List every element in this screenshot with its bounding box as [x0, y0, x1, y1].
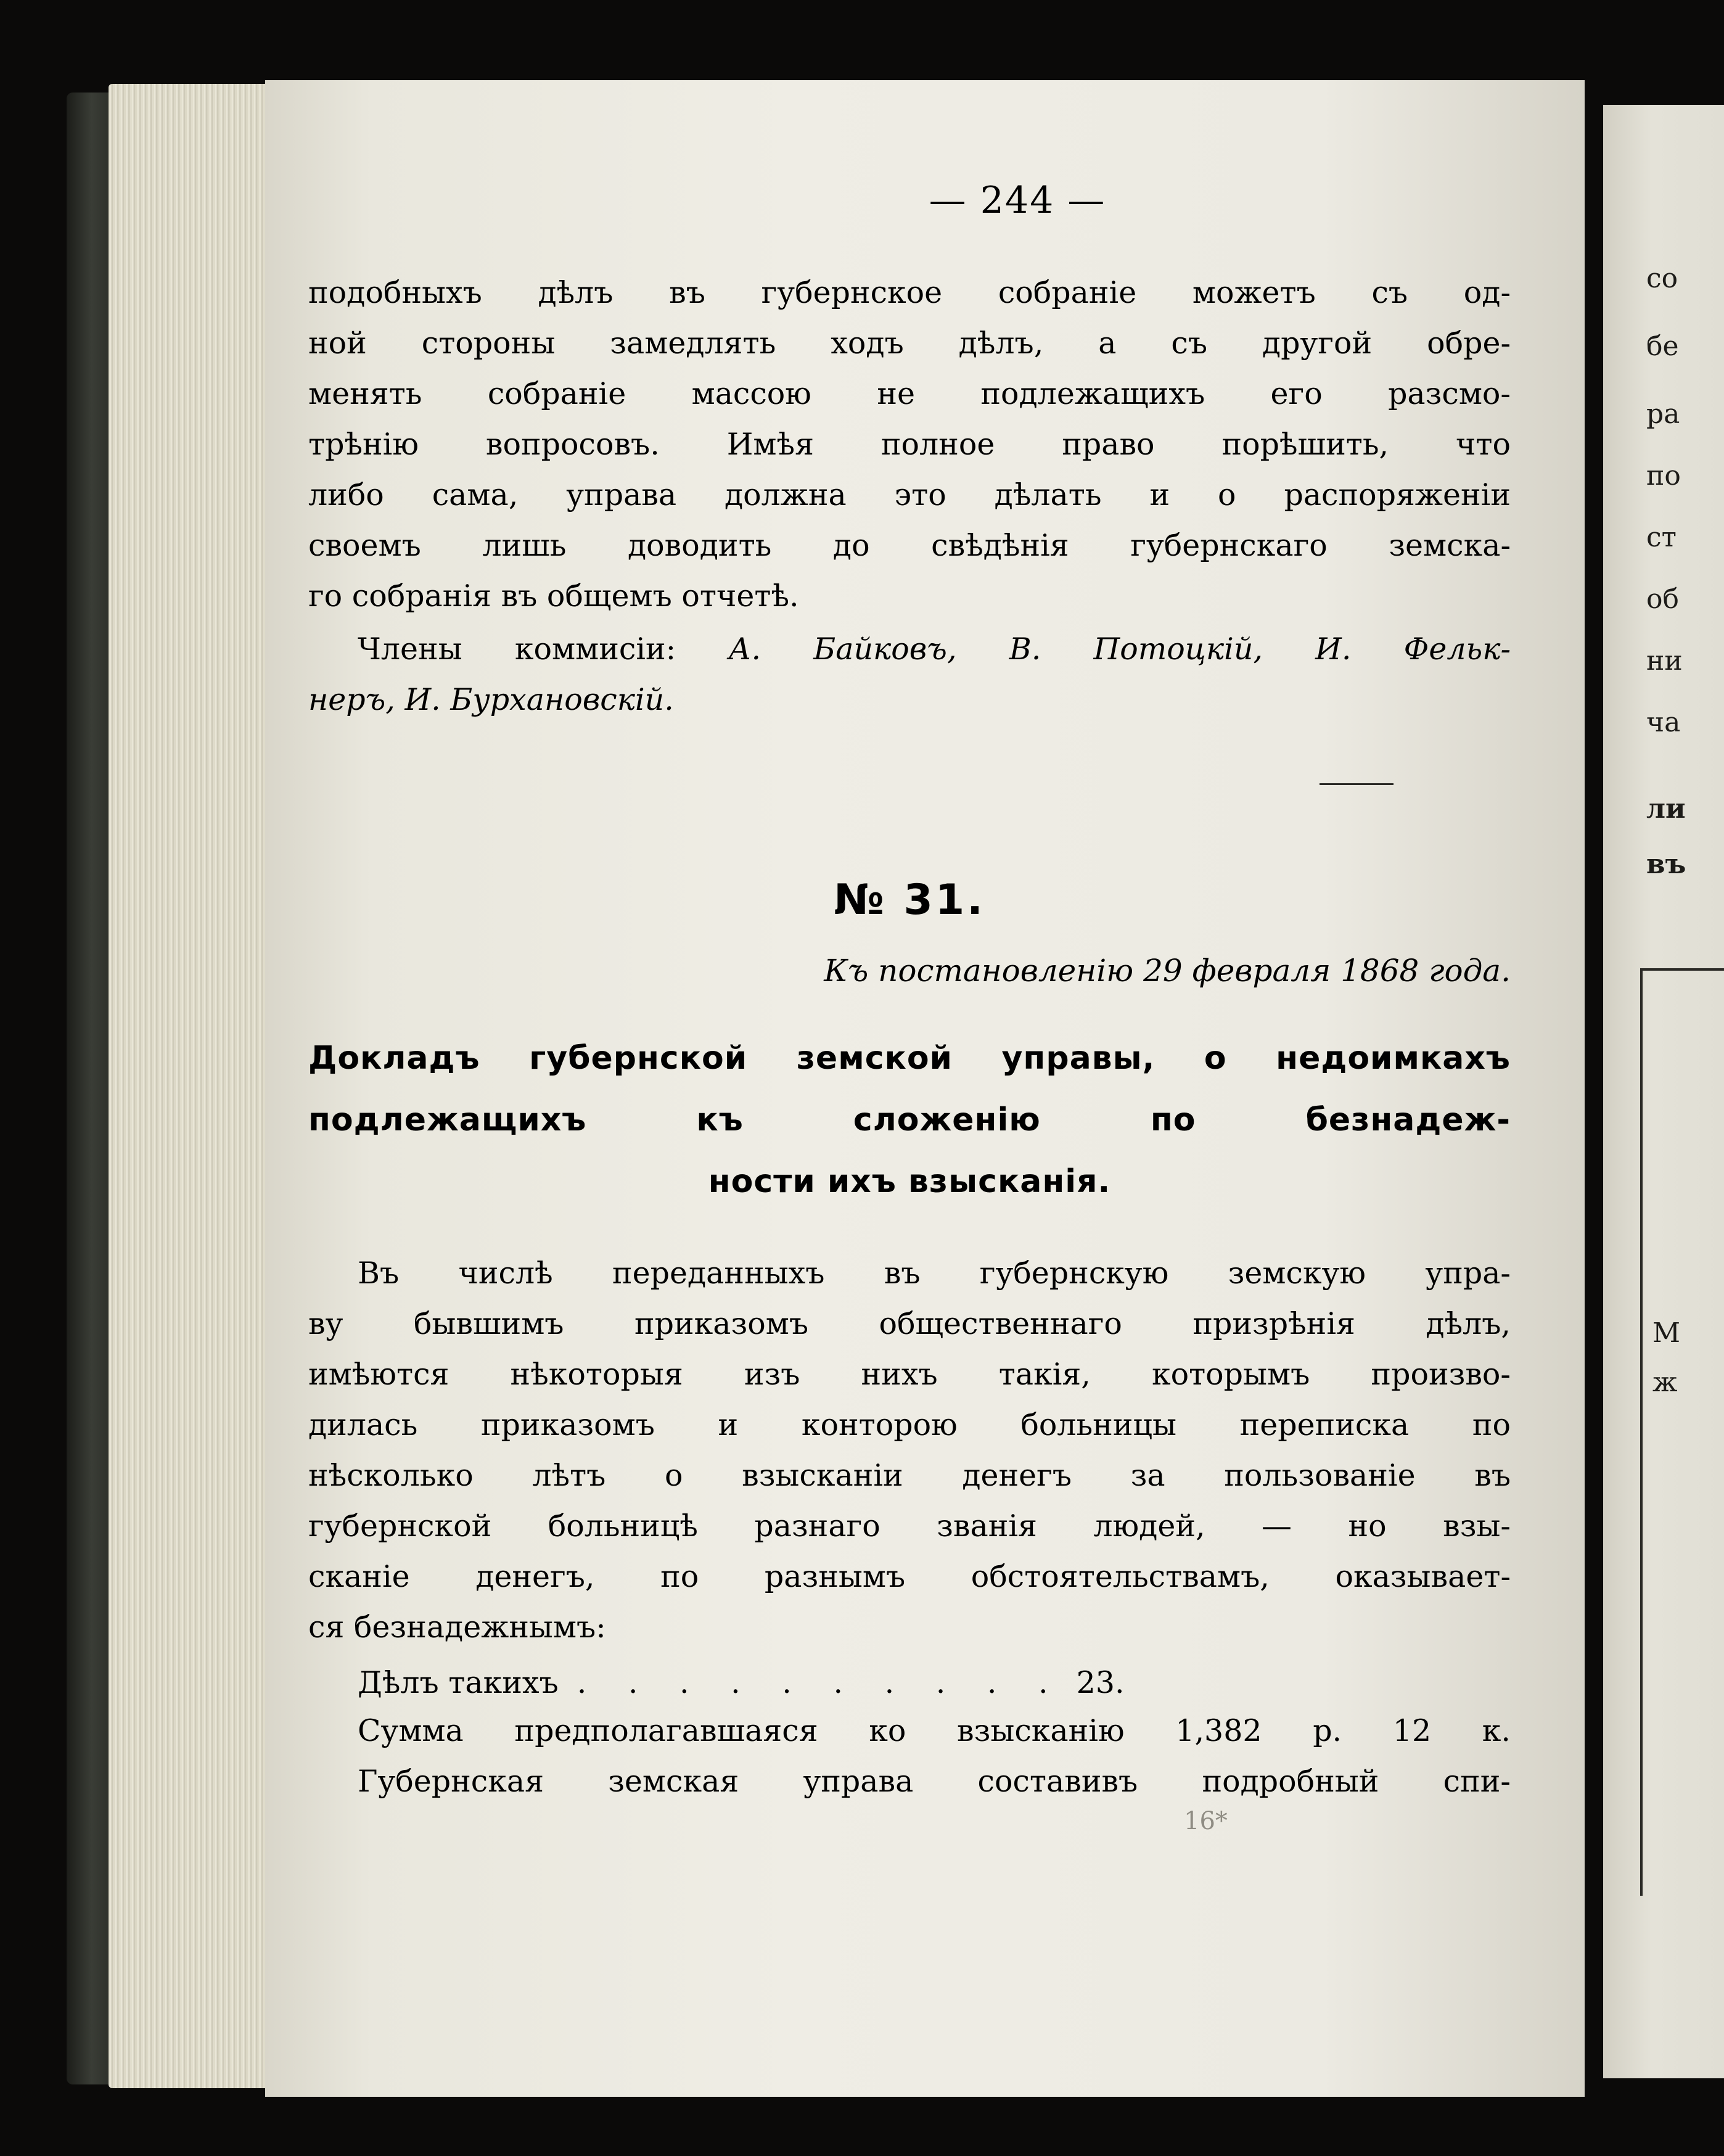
text-line: Губернская земская управа составивъ подробный спи- [358, 1764, 1511, 1799]
page-number: — 244 — [929, 179, 1106, 222]
signature-line [308, 632, 1511, 667]
signature-prefix: Члены коммисіи: [358, 632, 676, 667]
text-line: имѣются нѣкоторыя изъ нихъ такія, которымъ произво- [308, 1357, 1511, 1392]
cases-value: 23. [1076, 1665, 1125, 1700]
facing-fragment: ра [1646, 398, 1680, 430]
facing-fragment: въ [1646, 849, 1686, 880]
leader-dots: . . . . . . . . . . [577, 1665, 1064, 1700]
report-heading-line: Докладъ губернской земской управы, о недоимкахъ [308, 1040, 1511, 1077]
section-separator [1320, 783, 1394, 785]
text-line: своемъ лишь доводить до свѣдѣнія губернскаго земска- [308, 528, 1511, 563]
text-line: ву бывшимъ приказомъ общественнаго призрѣнія дѣлъ, [308, 1306, 1511, 1341]
document-number: № 31. [834, 876, 985, 924]
facing-fragment: об [1646, 583, 1679, 615]
facing-fragment: ча [1646, 707, 1681, 738]
facing-fragment: по [1646, 460, 1681, 492]
facing-fragment: ст [1646, 522, 1677, 553]
text-line: го собранія въ общемъ отчетѣ. [308, 578, 799, 614]
show-through-fragment: 16* [1184, 1807, 1228, 1835]
text-line: губернской больницѣ разнаго званія людей, — но взы- [308, 1508, 1511, 1544]
cases-label: Дѣлъ такихъ [358, 1665, 559, 1700]
facing-fragment: ж [1652, 1367, 1678, 1398]
cases-count-row [358, 1665, 1125, 1700]
text-line: сканіе денегъ, по разнымъ обстоятельствамъ, оказывает- [308, 1559, 1511, 1594]
report-heading-line: подлежащихъ къ сложенію по безнадеж- [308, 1101, 1511, 1138]
facing-fragment: бе [1646, 331, 1679, 362]
facing-fragment: М [1652, 1317, 1681, 1349]
text-line: нѣсколько лѣтъ о взысканіи денегъ за пользованіе въ [308, 1458, 1511, 1493]
text-line: ся безнадежнымъ: [308, 1610, 606, 1645]
text-line: менять собраніе массою не подлежащихъ его разсмо- [308, 376, 1511, 411]
signature-line: неръ, И. Бурхановскій. [308, 682, 674, 717]
signature-names: А. Байковъ, В. Потоцкій, И. Фельк- [728, 632, 1511, 667]
resolution-date: Къ постановленію 29 февраля 1868 года. [824, 953, 1511, 989]
sum-line: Сумма предполагавшаяся ко взысканію 1,382 р. 12 к. [358, 1713, 1511, 1748]
text-line: Въ числѣ переданныхъ въ губернскую земскую упра- [358, 1256, 1511, 1291]
facing-page [1603, 105, 1724, 2078]
page-body [308, 0, 1511, 2156]
facing-fragment: со [1646, 263, 1678, 294]
text-line: подобныхъ дѣлъ въ губернское собраніе можетъ съ од- [308, 275, 1511, 310]
facing-fragment: ни [1646, 645, 1683, 677]
text-line: ной стороны замедлять ходъ дѣлъ, а съ другой обре- [308, 326, 1511, 361]
text-line: либо сама, управа должна это дѣлать и о распоряженіи [308, 477, 1511, 512]
facing-table-frame [1640, 968, 1724, 1896]
text-line: трѣнію вопросовъ. Имѣя полное право порѣшить, что [308, 427, 1511, 462]
report-heading-line: ности ихъ взысканія. [708, 1163, 1111, 1200]
facing-fragment: ли [1646, 793, 1686, 825]
text-line: дилась приказомъ и конторою больницы переписка по [308, 1407, 1511, 1442]
